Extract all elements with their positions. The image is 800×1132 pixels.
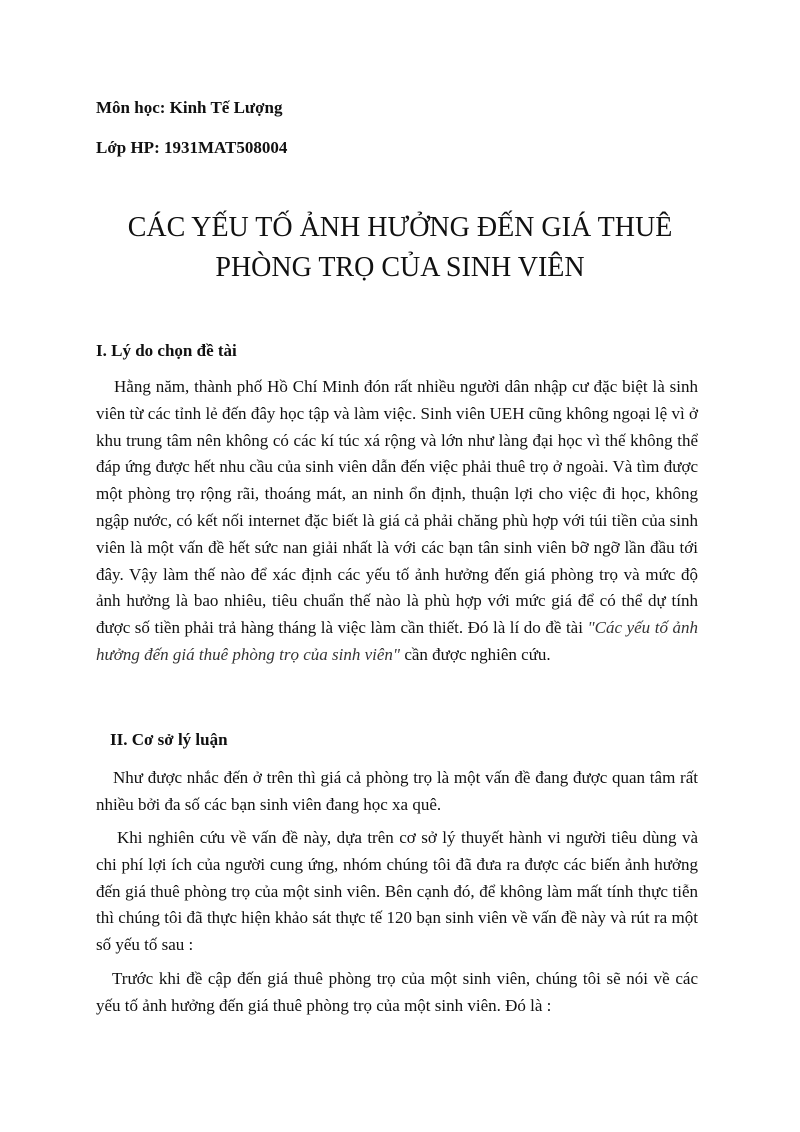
document-title xyxy=(60,208,740,288)
title-line-1: CÁC YẾU TỐ ẢNH HƯỞNG ĐẾN GIÁ THUÊ xyxy=(127,212,673,243)
topic-citation: "Các yếu tố ảnh hưởng đến giá thuê phòng trọ của sinh viên" xyxy=(96,618,698,664)
section-1-text: Hằng năm, thành phố Hồ Chí Minh đón rất nhiều người dân nhập cư đặc biệt là sinh viên từ các tỉnh lẻ đến đây học tập và làm việc. Sinh viên UEH cũng không ngoại lệ vì ở khu trung tâm nên không có các kí túc xá rộng và lớn như làng đại học vì thế không thể đáp ứng được hết nhu cầu của sinh viên dẫn đến việc phải thuê trọ ở ngoài. Và tìm được một phòng trọ rộng rãi, thoáng mát, an ninh ổn định, thuận lợi cho việc đi học, không ngập nước, có kết nối internet đặc biết là giá cả phải chăng phù hợp với túi tiền của sinh viên là một vấn đề hết sức nan giải nhất là với các bạn tân sinh viên bỡ ngỡ lần đầu tới đây. Vậy làm thế nào để xác định các yếu tố ảnh hưởng đến giá phòng trọ và mức độ ảnh hưởng là bao nhiêu, tiêu chuẩn thế nào là phù hợp với mức giá để có thể dự tính được số tiền phải trả hàng tháng là việc làm cần thiết. Đó là lí do đề tài xyxy=(96,377,698,638)
section-2-paragraph-3: Trước khi đề cập đến giá thuê phòng trọ của một sinh viên, chúng tôi sẽ nói về các yếu tố ảnh hưởng đến giá thuê phòng trọ của một sinh viên. Đó là : xyxy=(96,969,698,1015)
section-1-text-end: cần được nghiên cứu. xyxy=(400,644,551,664)
class-code-line: Lớp HP: 1931MAT508004 xyxy=(96,138,288,157)
section-1-paragraph xyxy=(96,374,698,669)
section-2-paragraph-1: Như được nhắc đến ở trên thì giá cả phòng trọ là một vấn đề đang được quan tâm rất nhiều bởi đa số các bạn sinh viên đang học xa quê. xyxy=(96,768,698,814)
section-2-heading: II. Cơ sở lý luận xyxy=(110,730,228,749)
subject-line: Môn học: Kinh Tế Lượng xyxy=(96,98,283,117)
title-line-2: PHÒNG TRỌ CỦA SINH VIÊN xyxy=(215,252,585,283)
section-2-paragraph-2: Khi nghiên cứu về vấn đề này, dựa trên cơ sở lý thuyết hành vi người tiêu dùng và chi phí lợi ích của người cung ứng, nhóm chúng tôi đã đưa ra được các biến ảnh hưởng đến giá thuê phòng trọ của một sinh viên. Bên cạnh đó, để không làm mất tính thực tiễn thì chúng tôi đã thực hiện khảo sát thực tế 120 bạn sinh viên về vấn đề này và rút ra một số yếu tố sau : xyxy=(96,828,698,955)
section-1-heading: I. Lý do chọn đề tài xyxy=(96,341,237,360)
